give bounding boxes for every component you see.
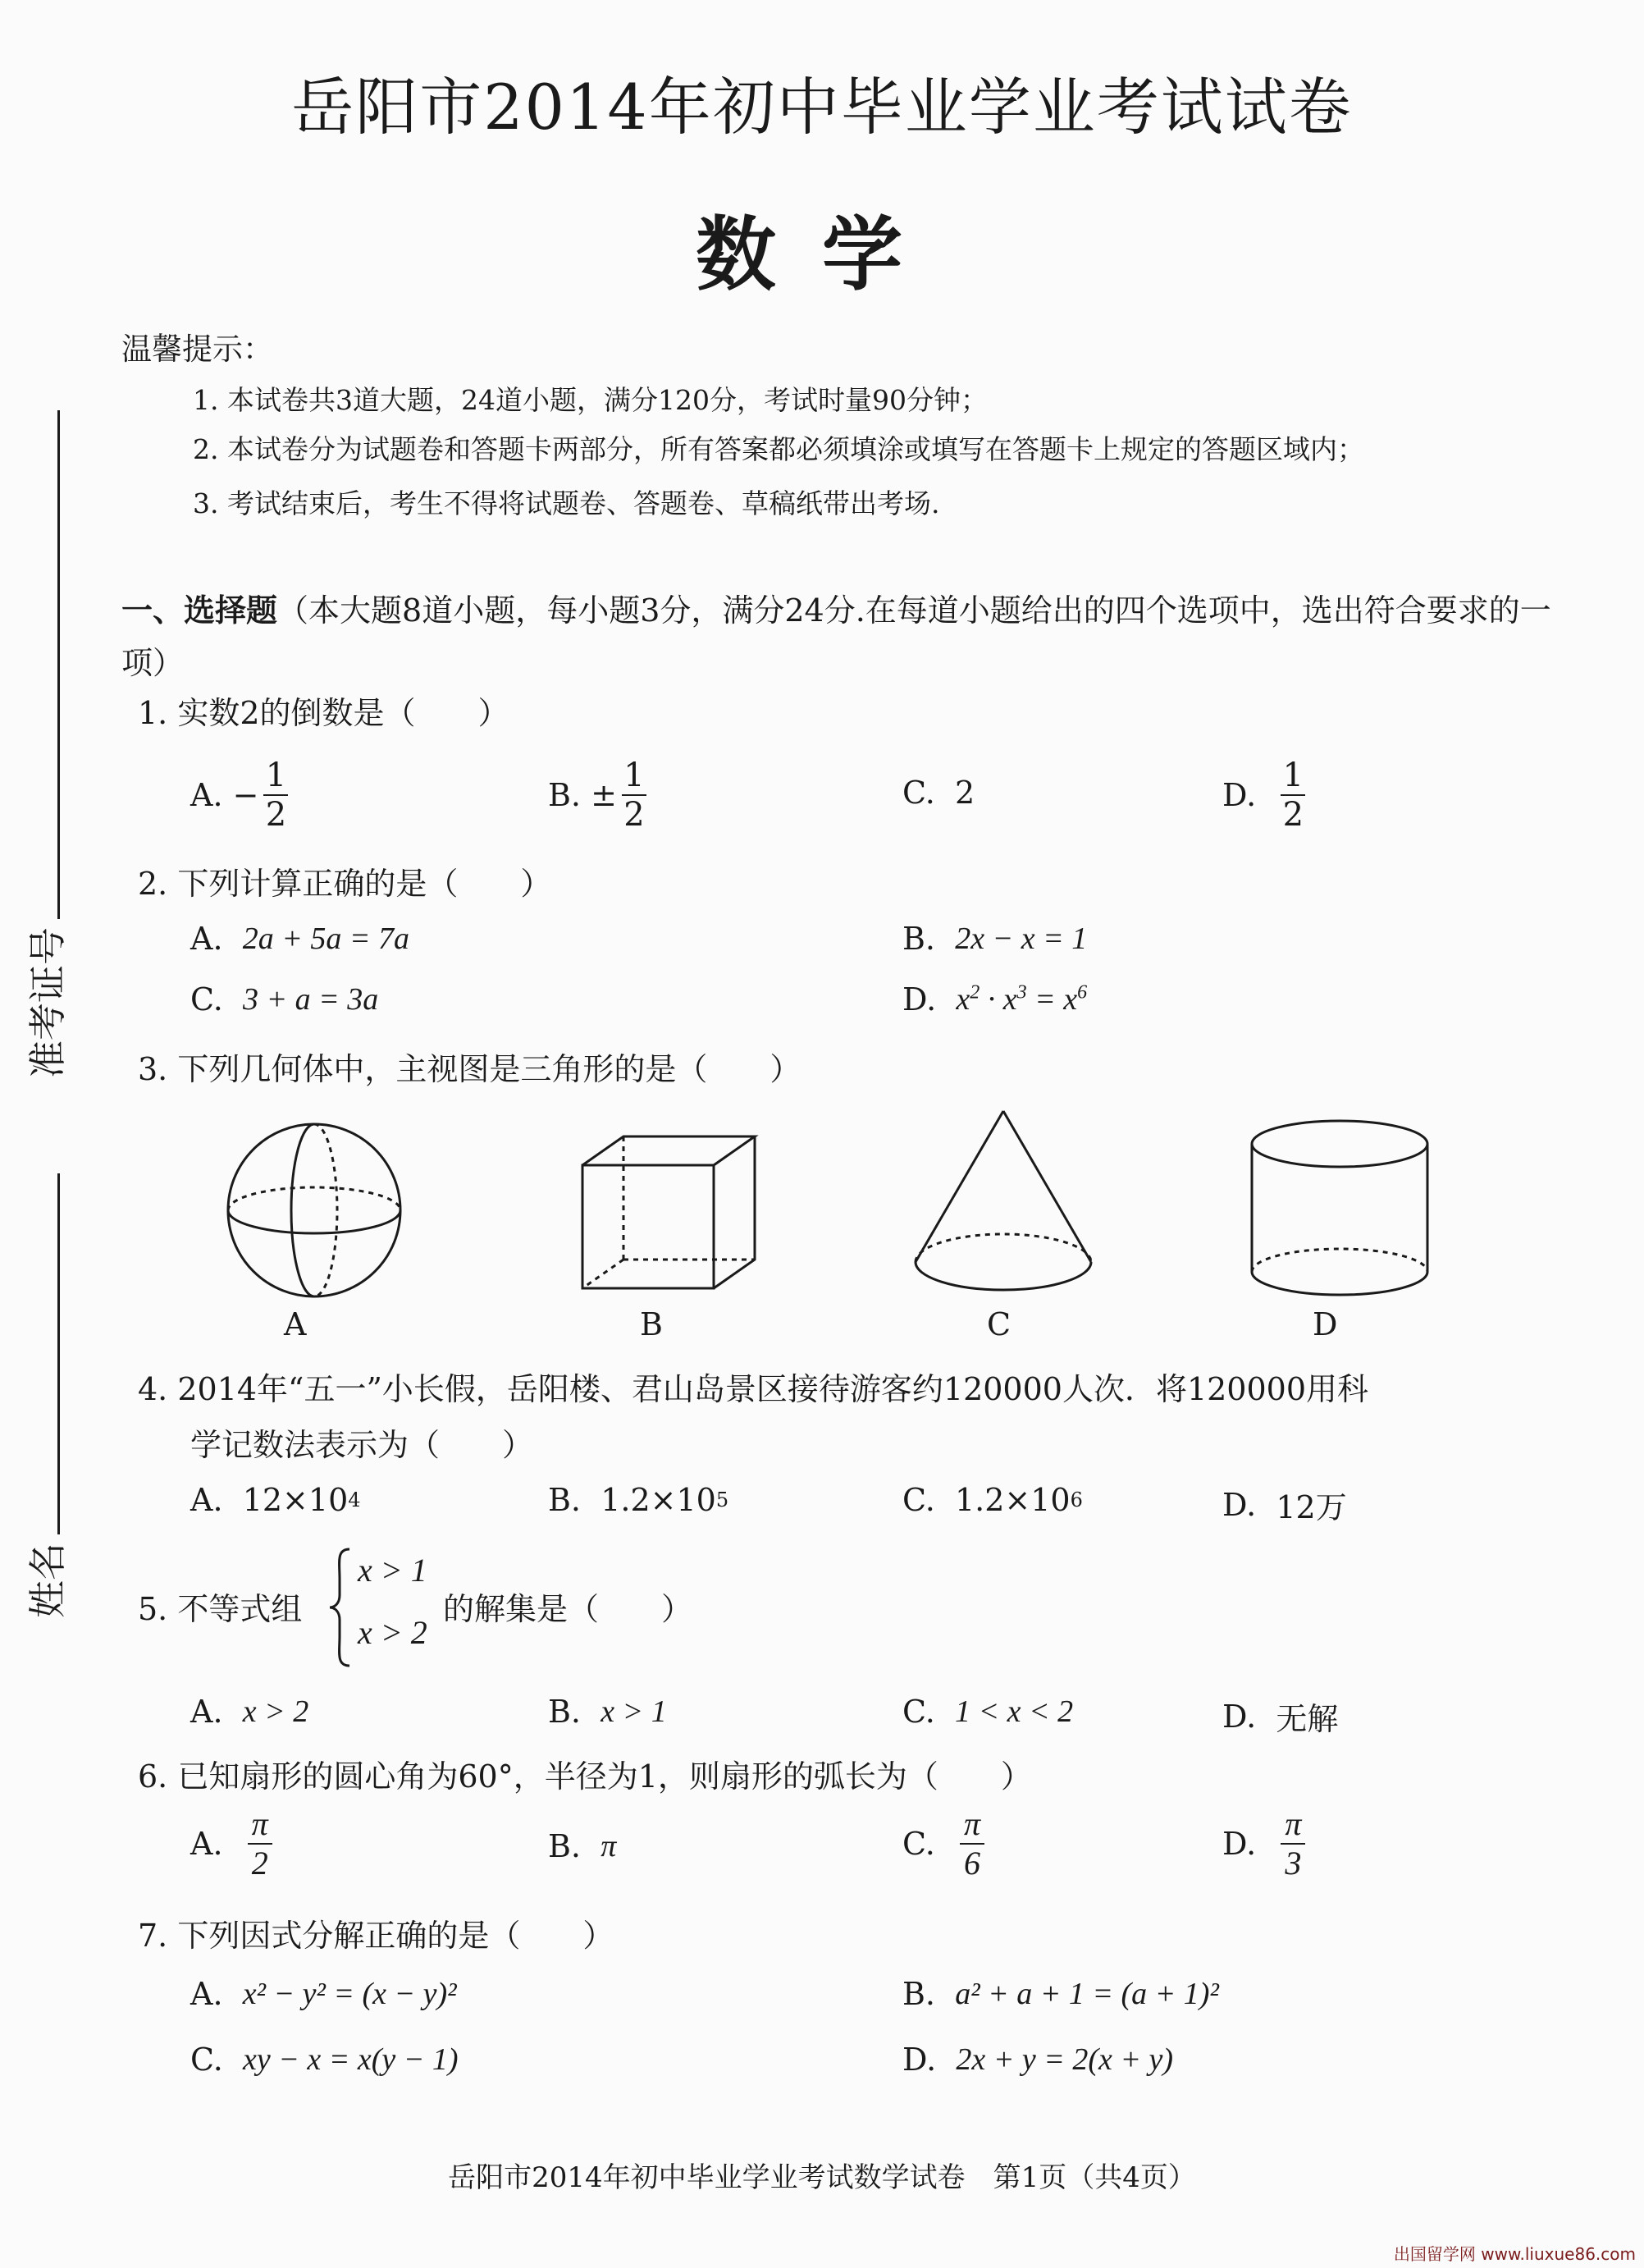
q7-option-c[interactable]: [190, 2042, 459, 2078]
inequality-1: x > 1: [358, 1552, 427, 1589]
q5-option-d[interactable]: [1222, 1694, 1338, 1739]
tip-item: 2. 本试卷分为试题卷和答题卡两部分，所有答案都必须填涂或填写在答题卡上规定的答题区域内；: [193, 433, 1364, 465]
numerator: 1: [623, 757, 645, 794]
sign: ±: [591, 777, 617, 813]
option-label: C.: [190, 981, 223, 1017]
numerator: 1: [265, 757, 287, 794]
question-1-stem: 1. 实数2的倒数是（ ）: [138, 695, 509, 731]
q2-option-d[interactable]: [902, 981, 1087, 1017]
denominator: 3: [1285, 1845, 1302, 1882]
question-5-stem-post: 的解集是（ ）: [443, 1591, 693, 1627]
question-6-stem: 6. 已知扇形的圆心角为60°，半径为1，则扇形的弧长为（ ）: [138, 1758, 1032, 1795]
option-label: D.: [1222, 1826, 1257, 1862]
q2-option-b[interactable]: [902, 921, 1087, 957]
figure-label-b: B: [640, 1306, 663, 1342]
option-text: 12万: [1276, 1489, 1347, 1525]
option-label: D.: [902, 2042, 937, 2078]
section-1-title: 一、选择题: [121, 592, 278, 629]
tips-heading: 温馨提示：: [121, 332, 273, 367]
exponent: 3: [1016, 981, 1027, 1004]
exponent: 2: [970, 981, 980, 1004]
q4-option-c[interactable]: [902, 1482, 1083, 1518]
q1-option-a[interactable]: [190, 757, 293, 834]
q4-option-d[interactable]: [1222, 1482, 1347, 1527]
option-label: B.: [902, 1976, 936, 2012]
q2-option-a[interactable]: [190, 921, 409, 957]
inequality-2: x > 2: [358, 1614, 427, 1651]
name-label: 姓名: [25, 1543, 70, 1618]
exam-id-blank-line[interactable]: [57, 410, 60, 919]
exponent: 6: [1077, 981, 1088, 1004]
option-label: D.: [1222, 777, 1257, 813]
option-text: xy − x = x(y − 1): [242, 2042, 459, 2077]
brace-icon: [328, 1546, 353, 1669]
q1-option-d[interactable]: [1222, 757, 1310, 834]
option-label: A.: [190, 921, 223, 957]
cylinder-figure[interactable]: [1245, 1116, 1434, 1305]
option-label: A.: [190, 1826, 223, 1862]
option-label: C.: [190, 2042, 223, 2078]
option-label: B.: [548, 1694, 582, 1730]
q2-option-c[interactable]: [190, 981, 378, 1017]
numerator: π: [1285, 1805, 1302, 1842]
fraction: [622, 757, 646, 834]
name-blank-line[interactable]: [57, 1173, 60, 1534]
option-label: D.: [1222, 1698, 1257, 1735]
option-text: 1.2×10: [954, 1482, 1071, 1518]
denominator: 2: [1282, 796, 1304, 834]
tip-item: 3. 考试结束后，考生不得将试题卷、答题卷、草稿纸带出考场.: [193, 487, 940, 519]
option-text: 1.2×10: [601, 1482, 716, 1518]
option-text: a² + a + 1 = (a + 1)²: [955, 1977, 1219, 2011]
q1-option-b[interactable]: [548, 757, 651, 834]
option-label: A.: [190, 1482, 223, 1518]
option-label: C.: [902, 1482, 935, 1518]
option-label: B.: [902, 921, 936, 957]
option-label: D.: [1222, 1486, 1257, 1523]
page-footer: 岳阳市2014年初中毕业学业考试数学试卷 第1页（共4页）: [448, 2161, 1196, 2194]
q7-option-a[interactable]: [190, 1976, 457, 2012]
q5-option-b[interactable]: [548, 1694, 667, 1730]
fraction: [263, 757, 288, 834]
option-text: 2: [954, 775, 975, 811]
option-label: A.: [190, 1976, 223, 2012]
question-4-stem-cont: 学记数法表示为（ ）: [190, 1427, 534, 1463]
option-label: C.: [902, 1694, 935, 1730]
section-1-heading: [121, 584, 1565, 689]
option-text: 3 + a = 3a: [242, 982, 379, 1017]
denominator: 6: [963, 1845, 980, 1882]
term: · x: [980, 982, 1017, 1017]
exponent: 6: [1070, 1488, 1083, 1511]
exam-id-label: 准考证号: [25, 927, 70, 1078]
question-4-stem: 4. 2014年“五一”小长假，岳阳楼、君山岛景区接待游客约120000人次．将120000用科: [138, 1371, 1369, 1407]
fraction: [960, 1805, 984, 1882]
q6-option-d[interactable]: [1222, 1805, 1310, 1882]
option-text: x² − y² = (x − y)²: [242, 1977, 457, 2011]
option-label: B.: [548, 1482, 582, 1518]
option-label: C.: [902, 1826, 935, 1862]
option-text: 1 < x < 2: [954, 1694, 1074, 1729]
option-label: A.: [190, 777, 223, 813]
figure-label-c: C: [987, 1306, 1012, 1342]
subject-title: 数学: [695, 208, 948, 302]
q6-option-c[interactable]: [902, 1805, 989, 1882]
option-text: 12×10: [242, 1482, 349, 1518]
q6-option-b[interactable]: [548, 1828, 616, 1864]
option-text: x > 1: [601, 1694, 667, 1729]
fraction: [1281, 757, 1305, 834]
option-text: x > 2: [242, 1694, 309, 1729]
numerator: 1: [1282, 757, 1304, 794]
fraction: [248, 1805, 272, 1882]
option-label: B.: [548, 777, 582, 813]
option-text: 无解: [1276, 1701, 1339, 1737]
numerator: π: [963, 1805, 980, 1842]
option-label: C.: [902, 775, 935, 811]
sign: −: [232, 777, 259, 813]
option-text: 2a + 5a = 7a: [242, 921, 409, 956]
sphere-figure[interactable]: [220, 1116, 409, 1305]
q7-option-b[interactable]: [902, 1976, 1219, 2012]
denominator: 2: [265, 796, 287, 834]
option-text: π: [601, 1829, 617, 1863]
question-3-stem: 3. 下列几何体中，主视图是三角形的是（ ）: [138, 1051, 801, 1087]
exam-title: 岳阳市2014年初中毕业学业考试试卷: [291, 71, 1353, 144]
option-text: 2x + y = 2(x + y): [956, 2042, 1174, 2077]
figure-label-d: D: [1313, 1306, 1338, 1342]
exponent: 5: [715, 1488, 729, 1511]
cone-figure[interactable]: [909, 1106, 1098, 1303]
watermark-text: 出国留学网 www.liuxue86.com: [1393, 2244, 1636, 2264]
denominator: 2: [251, 1845, 268, 1882]
q5-option-a[interactable]: [190, 1694, 308, 1730]
figure-label-a: A: [284, 1306, 307, 1342]
option-label: A.: [190, 1694, 223, 1730]
cube-figure[interactable]: [574, 1132, 771, 1296]
option-label: B.: [548, 1828, 582, 1864]
term: x: [956, 982, 970, 1017]
q1-option-c[interactable]: [902, 775, 975, 811]
tip-item: 1. 本试卷共3道大题，24道小题，满分120分，考试时量90分钟；: [193, 384, 988, 416]
question-2-stem: 2. 下列计算正确的是（ ）: [138, 866, 552, 902]
option-label: D.: [902, 981, 937, 1017]
numerator: π: [251, 1805, 268, 1842]
option-text: [956, 981, 1087, 1017]
denominator: 2: [623, 796, 645, 834]
q5-option-c[interactable]: [902, 1694, 1073, 1730]
q6-option-a[interactable]: [190, 1805, 277, 1882]
exponent: 4: [348, 1488, 361, 1511]
question-5-stem-pre: 5. 不等式组: [138, 1591, 303, 1627]
q7-option-d[interactable]: [902, 2042, 1173, 2078]
option-text: 2x − x = 1: [955, 921, 1088, 956]
section-1-description: （本大题8道小题，每小题3分，满分24分.在每道小题给出的四个选项中，选出符合要求的一项）: [121, 592, 1551, 681]
question-7-stem: 7. 下列因式分解正确的是（ ）: [138, 1918, 614, 1954]
q4-option-a[interactable]: [190, 1482, 361, 1518]
q4-option-b[interactable]: [548, 1482, 728, 1518]
fraction: [1281, 1805, 1305, 1882]
term: = x: [1026, 982, 1078, 1017]
